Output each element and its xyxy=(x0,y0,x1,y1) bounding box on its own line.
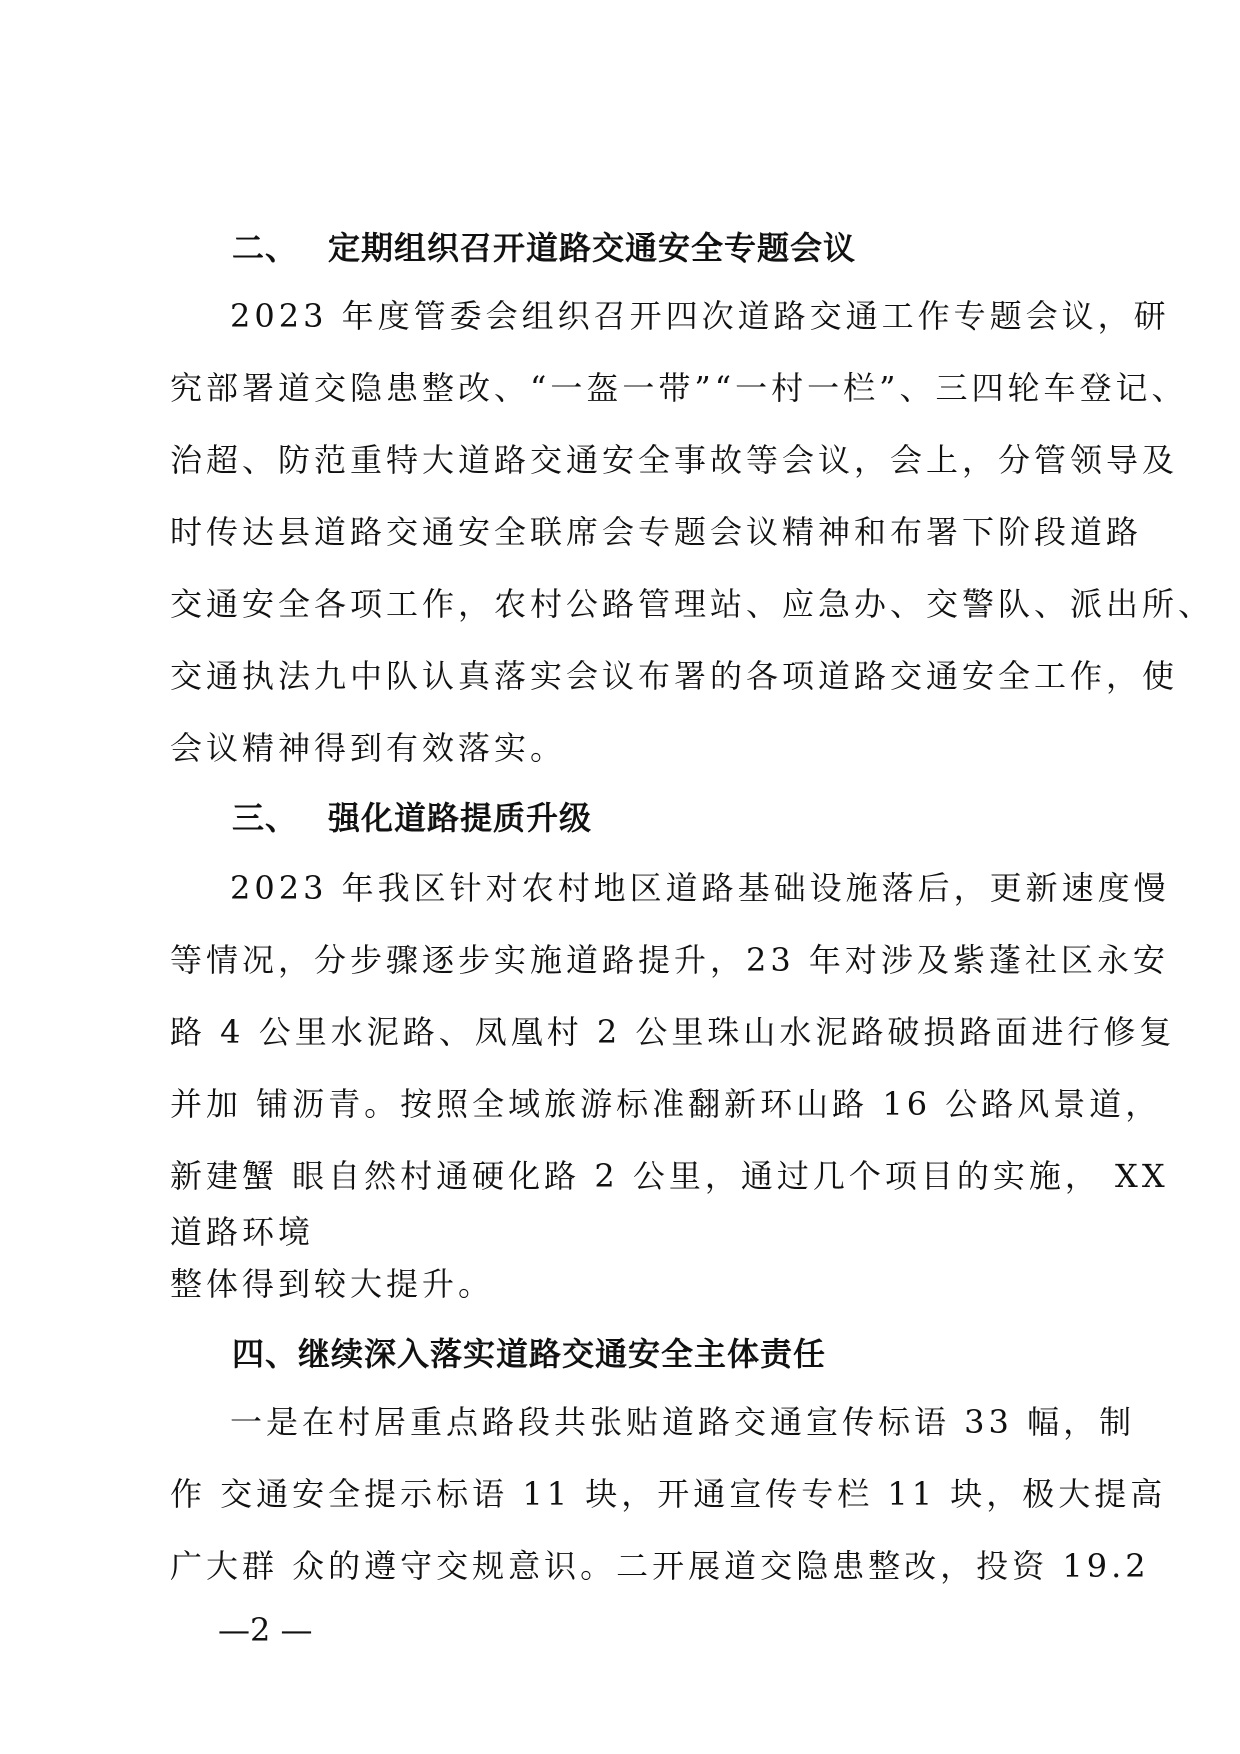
paragraph-line: 时传达县道路交通安全联席会专题会议精神和布署下阶段道路 xyxy=(170,513,1143,551)
section-title: 四、继续深入落实道路交通安全主体责任 xyxy=(232,1335,827,1373)
paragraph-line: 道路环境 xyxy=(170,1213,315,1251)
paragraph-line: 交通执法九中队认真落实会议布署的各项道路交通安全工作，使 xyxy=(170,657,1179,695)
paragraph-line: 整体得到较大提升。 xyxy=(170,1265,495,1303)
paragraph-line: 路 4 公里水泥路、凤凰村 2 公里珠山水泥路破损路面进行修复 xyxy=(170,1013,1176,1051)
paragraph-line: 一是在村居重点路段共张贴道路交通宣传标语 33 幅，制 xyxy=(230,1403,1136,1441)
section-heading-3 xyxy=(232,798,592,838)
paragraph-line: 等情况，分步骤逐步实施道路提升，23 年对涉及紫蓬社区永安 xyxy=(170,941,1169,979)
paragraph-line: 究部署道交隐患整改、“一盔一带”“一村一栏”、三四轮车登记、 xyxy=(170,369,1188,407)
paragraph-line: 并加 铺沥青。按照全域旅游标准翻新环山路 16 公路风景道， xyxy=(170,1085,1162,1123)
section-heading-2 xyxy=(232,228,856,268)
section-title: 定期组织召开道路交通安全专题会议 xyxy=(328,229,857,267)
paragraph-line: 交通安全各项工作，农村公路管理站、应急办、交警队、派出所、 xyxy=(170,585,1215,623)
paragraph-line: 会议精神得到有效落实。 xyxy=(170,729,567,767)
section-number: 二、 xyxy=(232,229,299,267)
paragraph-line: 广大群 众的遵守交规意识。二开展道交隐患整改，投资 19.2 xyxy=(170,1547,1150,1585)
paragraph-line: 治超、防范重特大道路交通安全事故等会议，会上，分管领导及 xyxy=(170,441,1179,479)
section-heading-4 xyxy=(232,1334,826,1374)
section-number: 三、 xyxy=(232,799,299,837)
paragraph-line: 2023 年我区针对农村地区道路基础设施落后，更新速度慢 xyxy=(230,869,1170,907)
paragraph-line: 新建蟹 眼自然村通硬化路 2 公里，通过几个项目的实施， XX xyxy=(170,1157,1169,1195)
page-number: —2 — xyxy=(218,1611,313,1649)
paragraph-line: 2023 年度管委会组织召开四次道路交通工作专题会议，研 xyxy=(230,297,1170,335)
section-title: 强化道路提质升级 xyxy=(328,799,593,837)
paragraph-line: 作 交通安全提示标语 11 块，开通宣传专栏 11 块，极大提高 xyxy=(170,1475,1167,1513)
